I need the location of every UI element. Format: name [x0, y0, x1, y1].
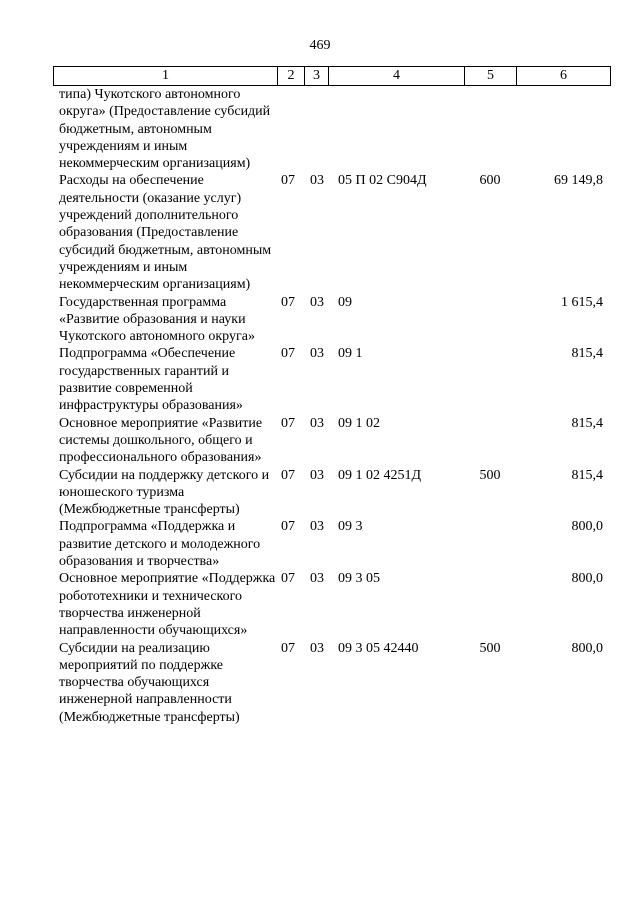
table-row: [53, 518, 609, 570]
row-section: 07: [281, 467, 295, 483]
page-number: 469: [309, 38, 331, 53]
row-subsection: 03: [310, 571, 324, 587]
row-name: Субсидии на реализацию мероприятий по поддержке творчества обучающихся инженерной направленности (Межбюджетные трансферты): [59, 640, 240, 725]
row-code: 05 П 02 С904Д: [338, 173, 427, 189]
row-code: 09 3: [338, 519, 363, 535]
row-name: Основное мероприятие «Развитие системы дошкольного, общего и профессионального образования»: [59, 415, 263, 466]
row-code: 09: [338, 294, 352, 310]
row-amount: 800,0: [571, 640, 603, 656]
row-code: 09 3 05 42440: [338, 640, 419, 656]
row-amount: 815,4: [571, 346, 603, 362]
row-code: 09 3 05: [338, 571, 380, 587]
row-name: Государственная программа «Развитие образования и науки Чукотского автономного округа»: [59, 294, 255, 345]
header-col-3: 3: [305, 67, 329, 85]
row-subsection: 03: [310, 173, 324, 189]
row-type: 600: [479, 173, 501, 189]
header-col-5: 5: [465, 67, 517, 85]
table-row: [53, 172, 609, 293]
header-col-4: 4: [329, 67, 465, 85]
row-subsection: 03: [310, 346, 324, 362]
row-type: 500: [479, 640, 501, 656]
row-name: Подпрограмма «Поддержка и развитие детского и молодежного образования и творчества»: [59, 519, 261, 570]
table-header: [53, 66, 611, 86]
table-row: [53, 86, 609, 172]
row-name: Субсидии на поддержку детского и юношеского туризма (Межбюджетные трансферты): [59, 467, 270, 518]
row-type: 500: [479, 467, 501, 483]
row-amount: 800,0: [571, 571, 603, 587]
row-section: 07: [281, 571, 295, 587]
row-amount: 815,4: [571, 415, 603, 431]
row-name: Расходы на обеспечение деятельности (оказание услуг) учреждений дополнительного образования (Предоставление субсидий бюджетным, автономным учреждениям и иным некоммерческим организациям): [59, 173, 272, 293]
row-name: типа) Чукотского автономного округа» (Предоставление субсидий бюджетным, автономным учреждениям и иным некоммерческим организациям): [59, 87, 271, 172]
row-section: 07: [281, 346, 295, 362]
table-row: [53, 570, 609, 639]
row-code: 09 1: [338, 346, 363, 362]
table-body: [53, 86, 609, 726]
row-amount: 69 149,8: [554, 173, 603, 189]
row-section: 07: [281, 173, 295, 189]
row-subsection: 03: [310, 467, 324, 483]
row-amount: 815,4: [571, 467, 603, 483]
row-subsection: 03: [310, 640, 324, 656]
row-section: 07: [281, 294, 295, 310]
row-amount: 1 615,4: [561, 294, 603, 310]
row-subsection: 03: [310, 415, 324, 431]
table-row: [53, 467, 609, 519]
row-subsection: 03: [310, 519, 324, 535]
header-col-6: 6: [560, 68, 567, 83]
header-col-1: 1: [54, 67, 278, 85]
table-row: [53, 640, 609, 726]
header-col-2: 2: [278, 67, 305, 85]
row-amount: 800,0: [571, 519, 603, 535]
row-code: 09 1 02: [338, 415, 380, 431]
table-row: [53, 294, 609, 346]
table-row: [53, 345, 609, 414]
row-name: Основное мероприятие «Поддержка робототехники и технического творчества инженерной направленности обучающихся»: [59, 571, 276, 639]
row-section: 07: [281, 640, 295, 656]
row-subsection: 03: [310, 294, 324, 310]
row-section: 07: [281, 415, 295, 431]
row-name: Подпрограмма «Обеспечение государственных гарантий и развитие современной инфраструктуры образования»: [59, 346, 243, 414]
table-row: [53, 415, 609, 467]
row-section: 07: [281, 519, 295, 535]
row-code: 09 1 02 4251Д: [338, 467, 422, 483]
